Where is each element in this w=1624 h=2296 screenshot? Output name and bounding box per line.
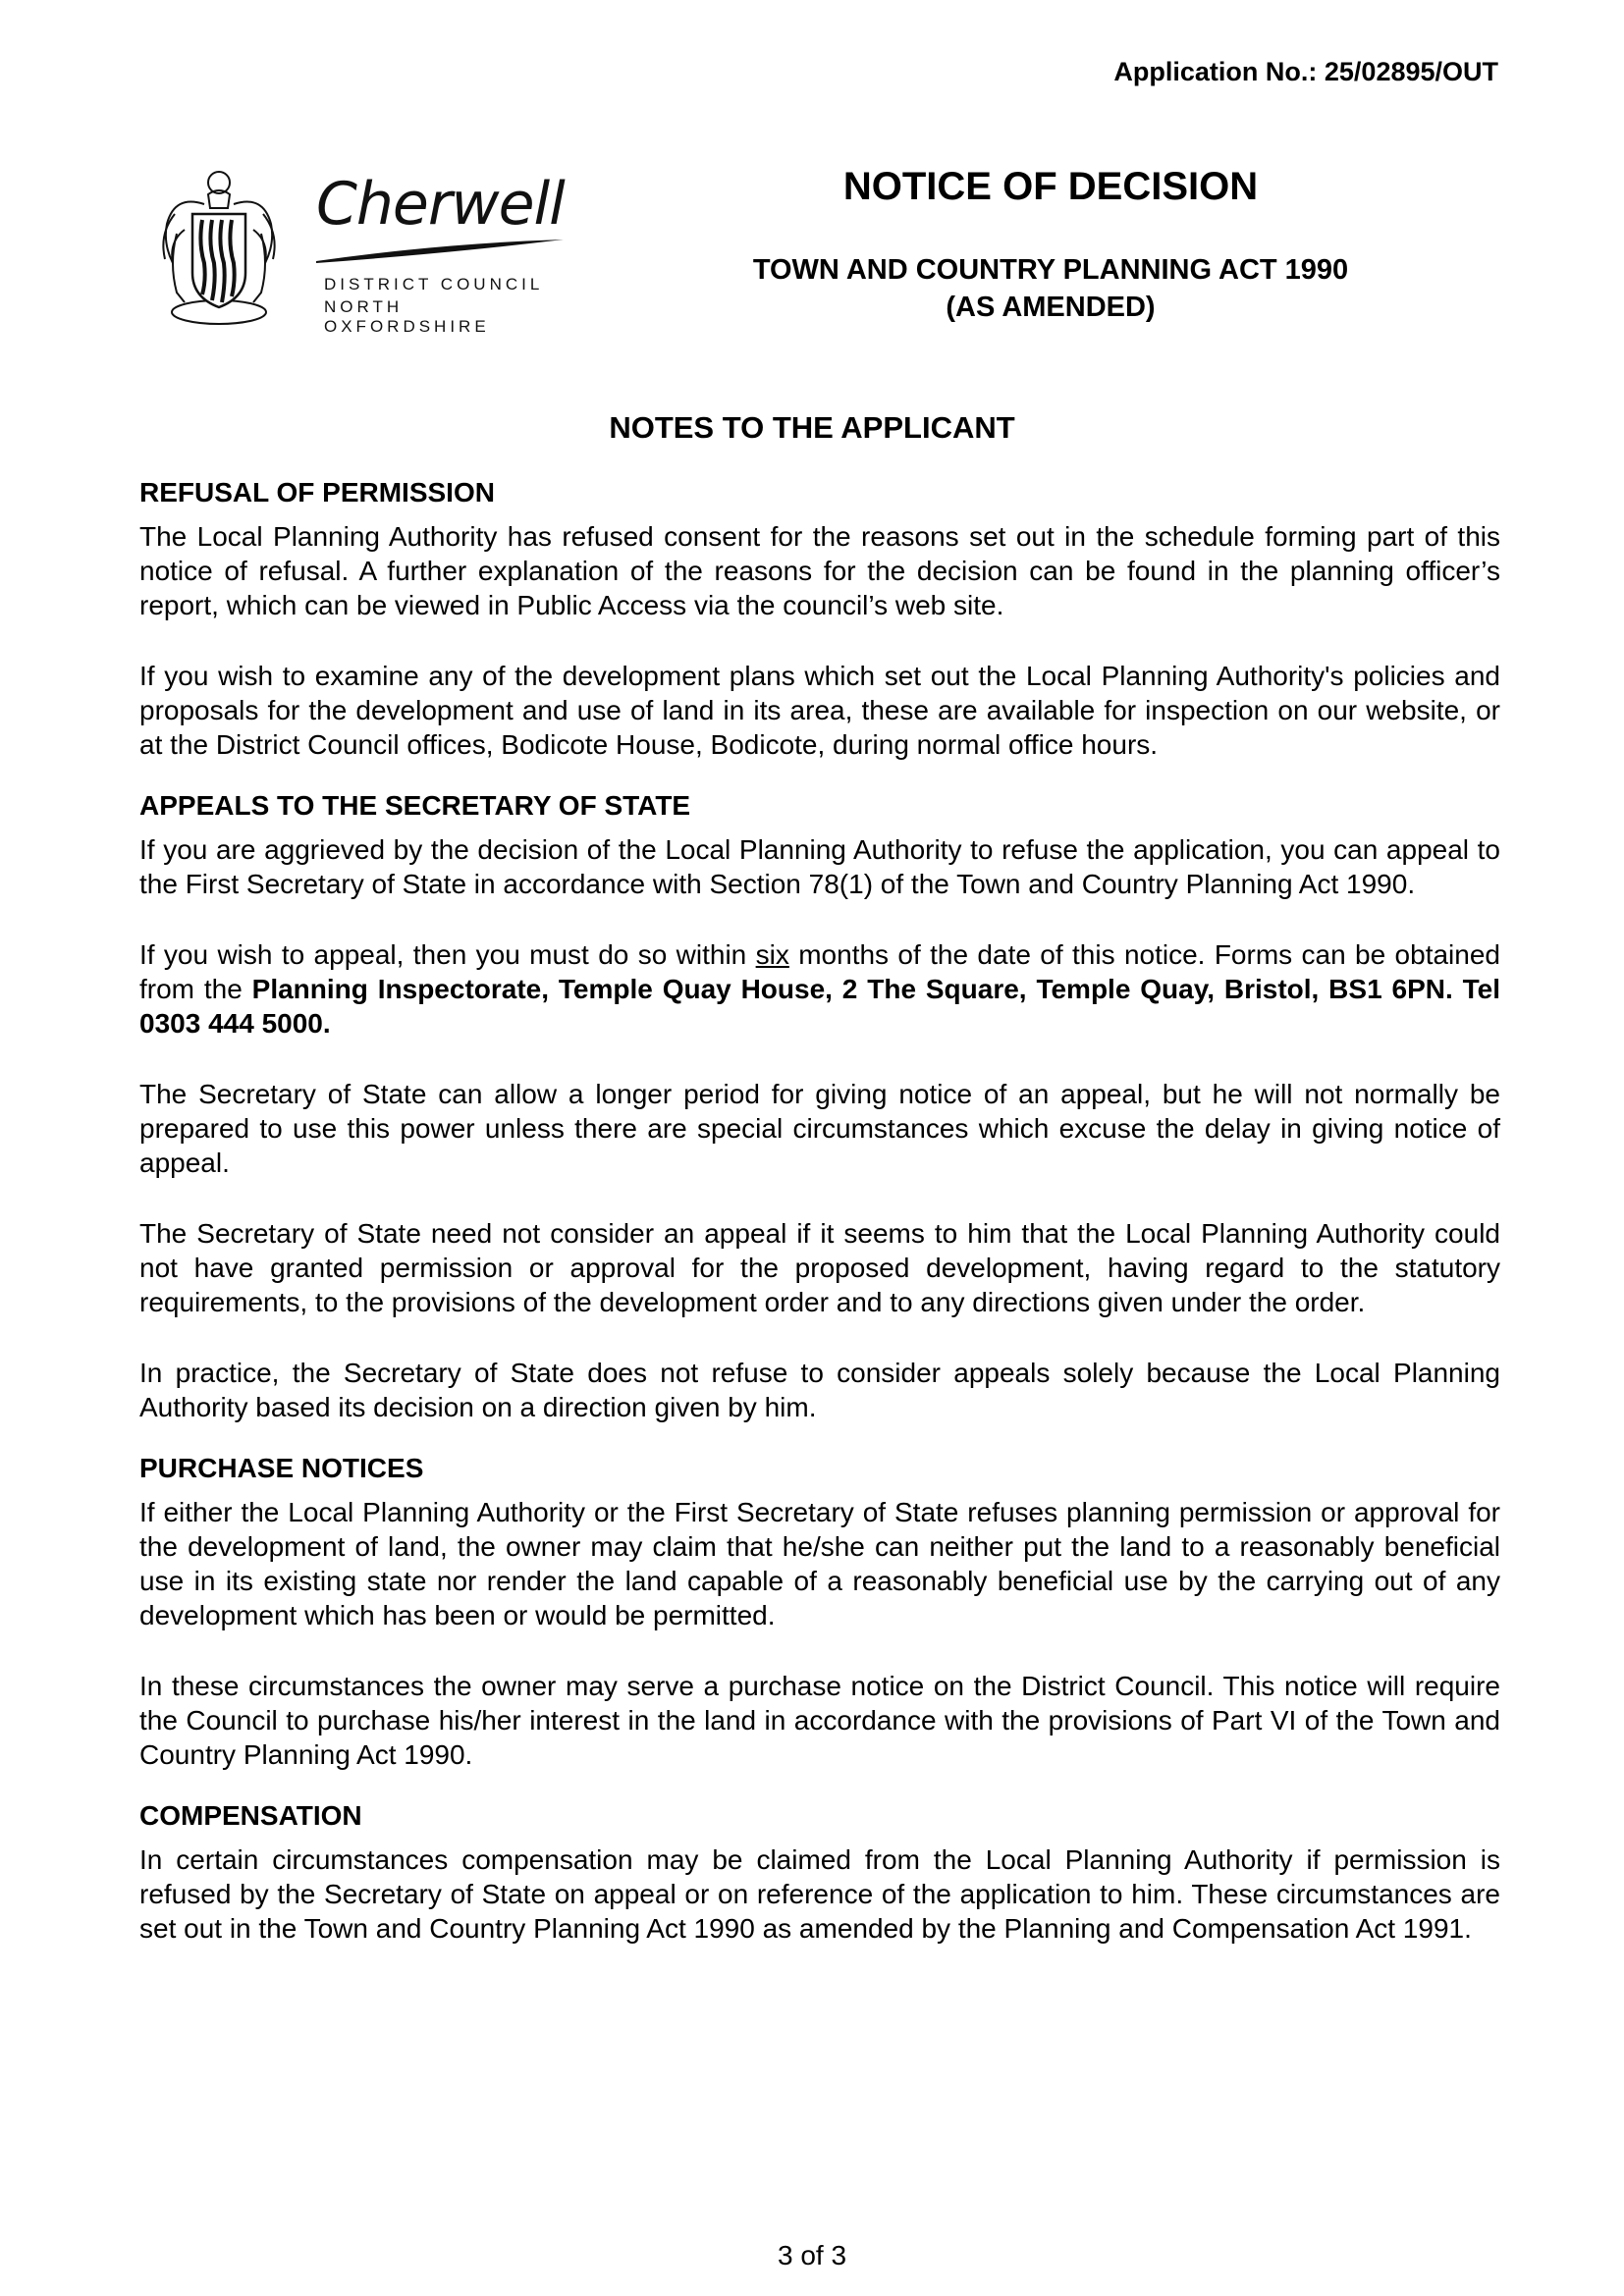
appeals-paragraph-3: The Secretary of State can allow a longer period for giving notice of an appeal, but he will not normally be prepared to use this power unless there are special circumstances which excuse the delay in giving notice of appeal. [139, 1079, 1500, 1178]
appeals-heading: APPEALS TO THE SECRETARY OF STATE [139, 790, 691, 821]
appeals-p2-start: If you wish to appeal, then you must do so within [139, 939, 756, 970]
logo-wordmark: Cherwell [316, 170, 565, 239]
compensation-paragraph-1: In certain circumstances compensation may be claimed from the Local Planning Authority if permission is refused by the Secretary of State on appeal or on reference of the application to him. These circumstances are set out in the Town and Country Planning Act 1990 as amended by the Planning and Compensation Act 1991. [139, 1844, 1500, 1944]
appeals-six-months: six [755, 939, 789, 970]
notes-title: NOTES TO THE APPLICANT [609, 410, 1015, 445]
refusal-paragraph-1: The Local Planning Authority has refused consent for the reasons set out in the schedule forming part of this notice of refusal. A further explanation of the reasons for the decision can be found in the planning officer’s report, which can be viewed in Public Access via the council’s web site. [139, 521, 1500, 620]
notes-body [139, 475, 1500, 1982]
act-line-2: (AS AMENDED) [946, 292, 1156, 323]
council-logo [155, 165, 568, 336]
purchase-heading: PURCHASE NOTICES [139, 1453, 424, 1483]
appeals-p2-middle: months of the date of this notice. Forms can be obtained from the [139, 939, 1500, 1004]
appeals-paragraph-1: If you are aggrieved by the decision of the Local Planning Authority to refuse the application, you can appeal to the First Secretary of State in accordance with Section 78(1) of the Town and Country Planning Act 1990. [139, 834, 1500, 899]
appeals-paragraph-2 [139, 937, 1500, 1041]
purchase-paragraph-1: If either the Local Planning Authority or the First Secretary of State refuses planning permission or approval for the development of land, the owner may claim that he/she can neither put the land to a reasonably beneficial use in its existing state nor render the land capable of a reasonably beneficial use by the carrying out of any development which has been or would be permitted. [139, 1497, 1500, 1630]
appeals-paragraph-5: In practice, the Secretary of State does not refuse to consider appeals solely because the Local Planning Authority based its decision on a direction given by him. [139, 1358, 1500, 1422]
page-number: 3 of 3 [777, 2240, 847, 2270]
application-number: Application No.: 25/02895/OUT [1113, 57, 1498, 86]
compensation-heading: COMPENSATION [139, 1800, 362, 1831]
act-title [628, 251, 1473, 326]
purchase-paragraph-2: In these circumstances the owner may serve a purchase notice on the District Council. This notice will require the Council to purchase his/her interest in the land in accordance with the provisions of Part VI of the Town and Country Planning Act 1990. [139, 1671, 1500, 1770]
planning-inspectorate-address: Planning Inspectorate, Temple Quay House, 2 The Square, Temple Quay, Bristol, BS1 6PN. Tel 0303 444 5000. [139, 974, 1500, 1039]
refusal-heading: REFUSAL OF PERMISSION [139, 477, 495, 507]
coat-of-arms-icon [155, 165, 283, 332]
notice-title: NOTICE OF DECISION [842, 165, 1259, 208]
refusal-paragraph-2: If you wish to examine any of the development plans which set out the Local Planning Authority's policies and proposals for the development and use of land in its area, these are available for inspection on our website, or at the District Council offices, Bodicote House, Bodicote, during normal office hours. [139, 661, 1500, 760]
logo-north-oxfordshire: NORTH OXFORDSHIRE [324, 297, 490, 336]
logo-district-council: DISTRICT COUNCIL [324, 275, 544, 294]
appeals-paragraph-4: The Secretary of State need not consider an appeal if it seems to him that the Local Planning Authority could not have granted permission or approval for the proposed development, having regard to the statutory requirements, to the provisions of the development order and to any directions given under the order. [139, 1218, 1500, 1317]
act-line-1: TOWN AND COUNTRY PLANNING ACT 1990 [752, 254, 1349, 286]
logo-swoosh-icon [312, 238, 568, 267]
